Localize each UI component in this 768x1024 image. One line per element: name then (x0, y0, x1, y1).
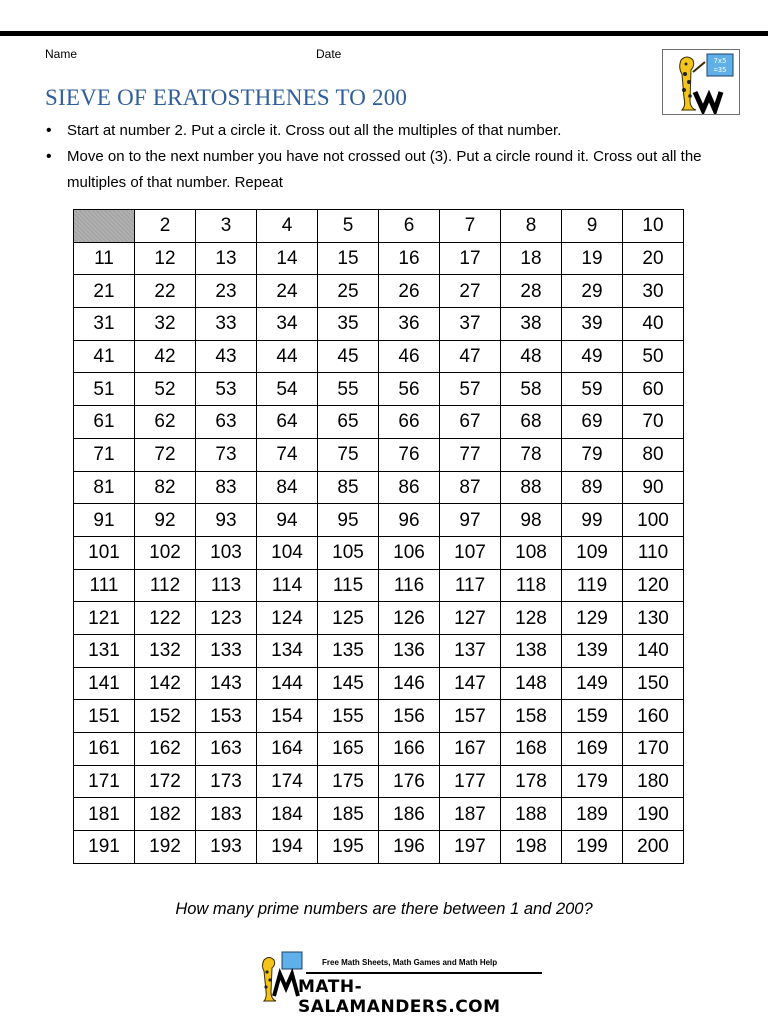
grid-cell: 3 (196, 210, 257, 243)
math-m-letter-icon (695, 92, 721, 110)
grid-cell: 121 (74, 602, 135, 635)
grid-row (74, 373, 684, 406)
grid-cell: 7 (440, 210, 501, 243)
grid-cell: 92 (135, 504, 196, 537)
grid-row (74, 831, 684, 864)
grid-cell: 68 (501, 406, 562, 439)
grid-cell: 85 (318, 471, 379, 504)
grid-cell: 193 (196, 831, 257, 864)
grid-cell: 33 (196, 308, 257, 341)
grid-cell: 111 (74, 569, 135, 602)
grid-cell: 187 (440, 798, 501, 831)
grid-cell: 159 (562, 700, 623, 733)
grid-cell: 162 (135, 733, 196, 766)
grid-cell: 48 (501, 340, 562, 373)
grid-cell: 60 (623, 373, 684, 406)
grid-cell: 38 (501, 308, 562, 341)
grid-cell: 168 (501, 733, 562, 766)
grid-cell: 99 (562, 504, 623, 537)
grid-cell: 56 (379, 373, 440, 406)
footer-board-icon (282, 952, 302, 969)
grid-cell: 31 (74, 308, 135, 341)
grid-cell: 39 (562, 308, 623, 341)
instructions-list (40, 118, 720, 196)
grid-cell: 101 (74, 536, 135, 569)
name-label: Name (45, 47, 78, 61)
grid-cell: 148 (501, 667, 562, 700)
question-text: How many prime numbers are there between 1 and 200? (175, 900, 593, 918)
grid-cell: 106 (379, 536, 440, 569)
grid-cell: 174 (257, 765, 318, 798)
grid-cell: 109 (562, 536, 623, 569)
grid-cell: 171 (74, 765, 135, 798)
grid-cell: 129 (562, 602, 623, 635)
grid-cell: 91 (74, 504, 135, 537)
grid-cell: 146 (379, 667, 440, 700)
grid-row (74, 438, 684, 471)
grid-cell: 140 (623, 634, 684, 667)
grid-cell: 13 (196, 242, 257, 275)
grid-cell: 186 (379, 798, 440, 831)
grid-cell: 115 (318, 569, 379, 602)
salamander-logo (662, 49, 740, 115)
footer-m-letter-icon (274, 974, 298, 996)
grid-cell: 147 (440, 667, 501, 700)
grid-cell: 153 (196, 700, 257, 733)
grid-cell: 23 (196, 275, 257, 308)
grid-cell: 75 (318, 438, 379, 471)
grid-cell: 158 (501, 700, 562, 733)
grid-cell: 90 (623, 471, 684, 504)
grid-cell: 32 (135, 308, 196, 341)
page-title: SIEVE OF ERATOSTHENES TO 200 (45, 85, 408, 110)
grid-row (74, 798, 684, 831)
grid-row (74, 700, 684, 733)
grid-cell: 166 (379, 733, 440, 766)
grid-cell: 200 (623, 831, 684, 864)
salamander-logo-icon (663, 50, 739, 114)
grid-cell: 29 (562, 275, 623, 308)
grid-cell: 10 (623, 210, 684, 243)
grid-cell: 62 (135, 406, 196, 439)
grid-cell: 128 (501, 602, 562, 635)
grid-cell: 182 (135, 798, 196, 831)
grid-cell: 45 (318, 340, 379, 373)
grid-cell: 189 (562, 798, 623, 831)
grid-cell: 144 (257, 667, 318, 700)
grid-cell: 142 (135, 667, 196, 700)
grid-cell: 136 (379, 634, 440, 667)
grid-row (74, 308, 684, 341)
grid-cell: 126 (379, 602, 440, 635)
grid-cell: 74 (257, 438, 318, 471)
grid-cell: 67 (440, 406, 501, 439)
grid-cell: 180 (623, 765, 684, 798)
grid-cell: 27 (440, 275, 501, 308)
grid-cell: 191 (74, 831, 135, 864)
grid-cell: 70 (623, 406, 684, 439)
grid-cell: 61 (74, 406, 135, 439)
grid-cell: 145 (318, 667, 379, 700)
grid-cell: 130 (623, 602, 684, 635)
grid-cell: 2 (135, 210, 196, 243)
grid-cell: 84 (257, 471, 318, 504)
grid-cell: 30 (623, 275, 684, 308)
grid-cell: 118 (501, 569, 562, 602)
grid-cell: 124 (257, 602, 318, 635)
grid-cell: 152 (135, 700, 196, 733)
grid-cell: 134 (257, 634, 318, 667)
grid-row (74, 765, 684, 798)
grid-row (74, 504, 684, 537)
grid-cell: 156 (379, 700, 440, 733)
grid-row (74, 634, 684, 667)
grid-cell: 190 (623, 798, 684, 831)
grid-cell: 138 (501, 634, 562, 667)
grid-cell: 15 (318, 242, 379, 275)
grid-cell: 95 (318, 504, 379, 537)
grid-cell: 35 (318, 308, 379, 341)
grid-cell: 96 (379, 504, 440, 537)
grid-cell: 44 (257, 340, 318, 373)
grid-cell: 181 (74, 798, 135, 831)
grid-cell: 40 (623, 308, 684, 341)
grid-cell: 87 (440, 471, 501, 504)
grid-cell: 105 (318, 536, 379, 569)
grid-cell: 24 (257, 275, 318, 308)
grid-cell: 150 (623, 667, 684, 700)
date-label: Date (316, 47, 342, 61)
grid-cell: 12 (135, 242, 196, 275)
grid-cell: 79 (562, 438, 623, 471)
grid-cell: 55 (318, 373, 379, 406)
grid-cell: 54 (257, 373, 318, 406)
grid-cell: 100 (623, 504, 684, 537)
grid-cell: 143 (196, 667, 257, 700)
grid-row (74, 242, 684, 275)
grid-cell: 81 (74, 471, 135, 504)
grid-cell: 19 (562, 242, 623, 275)
grid-cell: 192 (135, 831, 196, 864)
grid-cell: 5 (318, 210, 379, 243)
grid-cell: 52 (135, 373, 196, 406)
grid-cell: 8 (501, 210, 562, 243)
footer-rule (306, 972, 542, 974)
grid-cell: 102 (135, 536, 196, 569)
grid-cell: 28 (501, 275, 562, 308)
grid-cell: 154 (257, 700, 318, 733)
grid-cell: 199 (562, 831, 623, 864)
grid-cell: 57 (440, 373, 501, 406)
grid-cell: 63 (196, 406, 257, 439)
grid-cell: 184 (257, 798, 318, 831)
grid-cell: 112 (135, 569, 196, 602)
grid-cell: 103 (196, 536, 257, 569)
grid-row (74, 733, 684, 766)
grid-cell: 161 (74, 733, 135, 766)
grid-cell: 94 (257, 504, 318, 537)
grid-cell: 116 (379, 569, 440, 602)
grid-cell: 21 (74, 275, 135, 308)
grid-cell: 117 (440, 569, 501, 602)
grid-row (74, 667, 684, 700)
grid-cell: 173 (196, 765, 257, 798)
grid-cell: 89 (562, 471, 623, 504)
grid-row (74, 602, 684, 635)
grid-row (74, 275, 684, 308)
grid-cell: 65 (318, 406, 379, 439)
grid-cell: 127 (440, 602, 501, 635)
grid-row (74, 210, 684, 243)
grid-cell: 37 (440, 308, 501, 341)
grid-row (74, 340, 684, 373)
grid-row (74, 569, 684, 602)
grid-cell: 151 (74, 700, 135, 733)
grid-cell: 4 (257, 210, 318, 243)
grid-cell: 188 (501, 798, 562, 831)
grid-cell: 125 (318, 602, 379, 635)
grid-row (74, 406, 684, 439)
grid-cell: 76 (379, 438, 440, 471)
grid-cell: 34 (257, 308, 318, 341)
grid-cell: 183 (196, 798, 257, 831)
grid-cell: 53 (196, 373, 257, 406)
grid-cell: 195 (318, 831, 379, 864)
grid-cell: 164 (257, 733, 318, 766)
grid-cell: 177 (440, 765, 501, 798)
grid-cell: 196 (379, 831, 440, 864)
grid-cell: 155 (318, 700, 379, 733)
grid-row (74, 536, 684, 569)
grid-cell: 141 (74, 667, 135, 700)
footer-site-name[interactable]: MATH-SALAMANDERS.COM (298, 977, 501, 1017)
grid-cell: 123 (196, 602, 257, 635)
grid-cell: 36 (379, 308, 440, 341)
grid-cell: 163 (196, 733, 257, 766)
grid-cell: 135 (318, 634, 379, 667)
sieve-grid (73, 209, 684, 864)
grid-cell: 51 (74, 373, 135, 406)
grid-cell: 110 (623, 536, 684, 569)
grid-cell: 46 (379, 340, 440, 373)
grid-cell: 66 (379, 406, 440, 439)
grid-cell: 149 (562, 667, 623, 700)
grid-cell: 43 (196, 340, 257, 373)
grid-cell: 139 (562, 634, 623, 667)
grid-cell: 18 (501, 242, 562, 275)
logo-equation-top: 7x5 (713, 57, 727, 65)
footer-tagline: Free Math Sheets, Math Games and Math Help (322, 958, 498, 967)
grid-cell: 160 (623, 700, 684, 733)
grid-cell: 178 (501, 765, 562, 798)
grid-cell: 59 (562, 373, 623, 406)
grid-cell: 108 (501, 536, 562, 569)
grid-cell: 83 (196, 471, 257, 504)
grid-cell: 16 (379, 242, 440, 275)
top-rule (0, 31, 768, 36)
grid-cell: 185 (318, 798, 379, 831)
grid-cell: 80 (623, 438, 684, 471)
grid-cell: 120 (623, 569, 684, 602)
grid-cell: 50 (623, 340, 684, 373)
grid-cell: 198 (501, 831, 562, 864)
grid-cell: 73 (196, 438, 257, 471)
grid-cell: 97 (440, 504, 501, 537)
instruction-step-2: • Move on to the next number you have not crossed out (3). Put a circle round it. Cross out all the multiples of that number. Repeat (40, 144, 720, 196)
grid-cell: 41 (74, 340, 135, 373)
grid-cell: 47 (440, 340, 501, 373)
grid-cell: 176 (379, 765, 440, 798)
grid-row (74, 471, 684, 504)
grid-cell: 77 (440, 438, 501, 471)
grid-cell: 14 (257, 242, 318, 275)
grid-cell-shaded (74, 210, 135, 243)
grid-cell: 132 (135, 634, 196, 667)
grid-cell: 133 (196, 634, 257, 667)
grid-cell: 86 (379, 471, 440, 504)
grid-cell: 167 (440, 733, 501, 766)
grid-cell: 64 (257, 406, 318, 439)
grid-cell: 194 (257, 831, 318, 864)
instruction-step-1: • Start at number 2. Put a circle it. Cross out all the multiples of that number. (40, 118, 720, 144)
grid-cell: 20 (623, 242, 684, 275)
grid-cell: 78 (501, 438, 562, 471)
grid-cell: 119 (562, 569, 623, 602)
grid-cell: 114 (257, 569, 318, 602)
grid-cell: 26 (379, 275, 440, 308)
grid-cell: 6 (379, 210, 440, 243)
grid-cell: 42 (135, 340, 196, 373)
grid-cell: 9 (562, 210, 623, 243)
grid-cell: 98 (501, 504, 562, 537)
grid-cell: 175 (318, 765, 379, 798)
grid-cell: 93 (196, 504, 257, 537)
grid-cell: 88 (501, 471, 562, 504)
grid-cell: 172 (135, 765, 196, 798)
grid-cell: 197 (440, 831, 501, 864)
grid-cell: 72 (135, 438, 196, 471)
grid-cell: 25 (318, 275, 379, 308)
grid-cell: 179 (562, 765, 623, 798)
grid-cell: 165 (318, 733, 379, 766)
grid-cell: 157 (440, 700, 501, 733)
logo-equation-bottom: =35 (713, 66, 727, 74)
grid-cell: 82 (135, 471, 196, 504)
grid-cell: 104 (257, 536, 318, 569)
grid-cell: 49 (562, 340, 623, 373)
grid-cell: 169 (562, 733, 623, 766)
grid-cell: 170 (623, 733, 684, 766)
grid-cell: 58 (501, 373, 562, 406)
grid-cell: 137 (440, 634, 501, 667)
grid-cell: 113 (196, 569, 257, 602)
grid-cell: 69 (562, 406, 623, 439)
grid-cell: 17 (440, 242, 501, 275)
grid-cell: 11 (74, 242, 135, 275)
grid-cell: 107 (440, 536, 501, 569)
grid-cell: 122 (135, 602, 196, 635)
grid-cell: 131 (74, 634, 135, 667)
grid-cell: 22 (135, 275, 196, 308)
grid-cell: 71 (74, 438, 135, 471)
